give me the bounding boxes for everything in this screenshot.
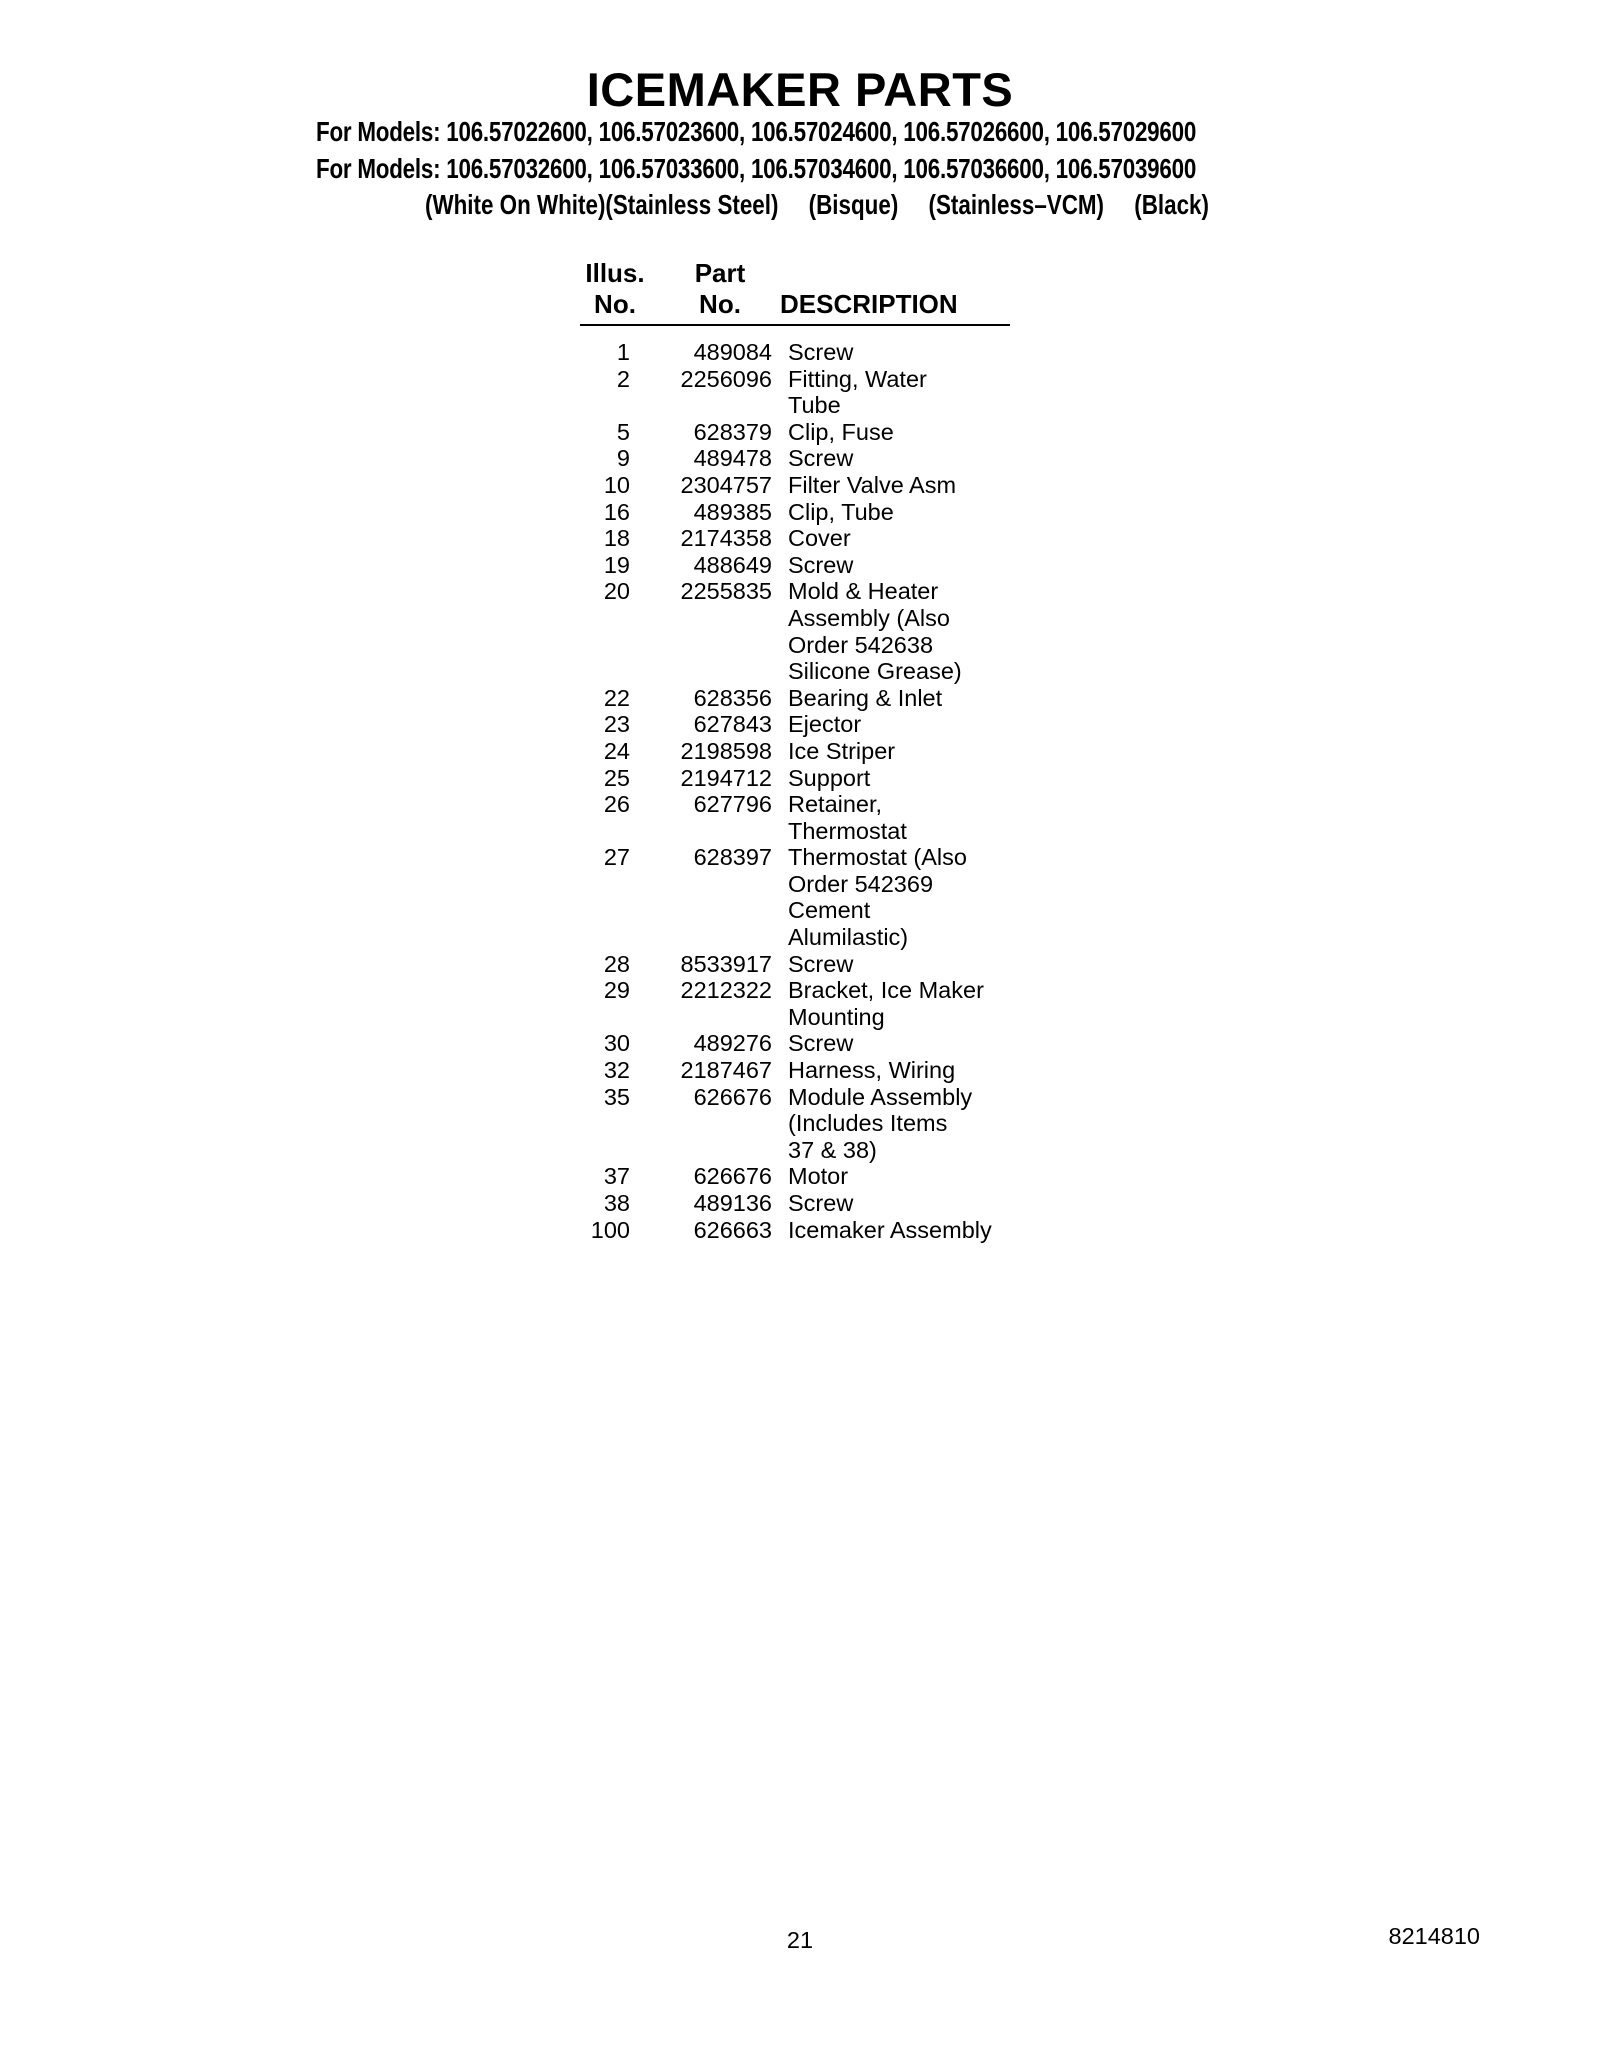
part-description [772,1190,1018,1217]
description-line: Module Assembly [788,1083,973,1110]
description-line: Screw [788,445,854,472]
table-row [580,844,1010,950]
part-number: 2304757 [680,471,772,498]
illus-number: 1 [616,339,630,365]
part-description [772,711,1018,738]
part-description [772,738,1018,765]
description-line: Cement [788,897,871,924]
models-line-1: For Models: 106.57022600, 106.57023600, 106.57024600, 106.57026600, 106.57029600 [316,116,1197,147]
illus-number: 38 [603,1190,630,1216]
table-row [580,445,1010,472]
description-line: Fitting, Water [788,365,927,392]
illus-number: 18 [603,525,630,552]
table-row [580,1163,1010,1190]
description-line: Screw [788,339,854,365]
table-row [580,1057,1010,1084]
description-line: Ejector [788,711,862,738]
description-line: Silicone Grease) [788,658,962,685]
part-number: 627796 [693,791,772,818]
illus-number: 35 [603,1083,630,1110]
part-description [772,339,1018,366]
part-description [772,366,1018,419]
table-row [580,711,1010,738]
illus-number: 19 [603,551,630,578]
description-line: Icemaker Assembly [788,1216,992,1243]
description-line: Bracket, Ice Maker [788,977,984,1004]
part-number: 626676 [693,1083,772,1110]
description-line: Filter Valve Asm [788,471,957,498]
description-line: Mounting [788,1003,885,1030]
variant-white-stainless: (White On White)(Stainless Steel) [425,189,779,220]
part-description [772,472,1018,499]
illus-number: 37 [603,1163,630,1190]
description-line: Tube [788,392,841,419]
variant-bisque: (Bisque) [808,189,899,220]
part-description [772,445,1018,472]
description-line: Order 542638 [788,631,934,658]
part-number: 8533917 [680,950,772,977]
part-description [772,1057,1018,1084]
illus-number: 16 [603,498,630,525]
part-description [772,951,1018,978]
description-line: Bearing & Inlet [788,684,943,711]
illus-number: 25 [603,764,630,791]
table-row [580,419,1010,446]
description-line: Clip, Tube [788,498,894,525]
description-line: Support [788,764,871,791]
parts-table [580,258,1010,1243]
description-line: Assembly (Also [788,604,950,631]
part-description [772,499,1018,526]
table-rows [580,339,1010,1243]
description-line: Harness, Wiring [788,1057,956,1084]
description-line: Alumilastic) [788,924,909,951]
part-number: 626663 [693,1216,772,1243]
table-row [580,1030,1010,1057]
part-description [772,685,1018,712]
models-line-2: For Models: 106.57032600, 106.57033600, 106.57034600, 106.57036600, 106.57039600 [316,153,1197,184]
table-row [580,525,1010,552]
table-row [580,578,1010,684]
part-description [772,419,1018,446]
part-number: 2187467 [680,1057,772,1084]
part-no-header: Part No. [694,258,746,319]
description-line: (Includes Items [788,1110,948,1137]
description-line: Mold & Heater [788,578,939,605]
part-number: 488649 [693,551,772,578]
model-variants [425,187,1209,223]
part-number: 2212322 [680,977,772,1004]
illus-number: 28 [603,950,630,977]
page-number: 21 [786,1927,814,1953]
illus-number: 24 [603,737,630,764]
part-description [772,578,1018,684]
part-number: 489084 [693,339,772,365]
part-number: 628356 [693,684,772,711]
part-number: 489136 [693,1190,772,1216]
table-row [580,499,1010,526]
description-line: Motor [788,1163,849,1190]
part-number: 2198598 [680,737,772,764]
description-line: Clip, Fuse [788,418,894,445]
part-number: 628397 [693,844,772,871]
illus-number: 2 [616,365,630,392]
page-title: ICEMAKER PARTS [586,63,1014,116]
illus-no-header: Illus. No. [585,258,645,319]
part-number: 489478 [693,445,772,472]
table-row [580,765,1010,792]
description-line: Cover [788,525,851,552]
table-row [580,472,1010,499]
description-line: Screw [788,1190,854,1216]
illus-number: 27 [603,844,630,871]
part-description [772,1084,1018,1164]
variant-black: (Black) [1134,189,1209,220]
illus-number: 9 [616,445,630,472]
part-number: 489276 [693,1030,772,1057]
description-line: Thermostat [788,817,907,844]
description-line: Order 542369 [788,870,934,897]
illus-number: 5 [616,418,630,445]
part-number: 627843 [693,711,772,738]
part-number: 2256096 [680,365,772,392]
part-description [772,1163,1018,1190]
description-line: Ice Striper [788,737,896,764]
part-number: 628379 [693,418,772,445]
part-description [772,1217,1018,1244]
variant-stainless-vcm: (Stainless–VCM) [928,189,1105,220]
illus-number: 20 [603,578,630,605]
part-description [772,525,1018,552]
table-row [580,1217,1010,1244]
table-row [580,366,1010,419]
illus-number: 26 [603,791,630,818]
description-header: DESCRIPTION [780,289,958,319]
part-number: 2255835 [680,578,772,605]
part-number: 626676 [693,1163,772,1190]
illus-number: 29 [603,977,630,1004]
table-row [580,685,1010,712]
illus-number: 10 [603,471,630,498]
description-line: 37 & 38) [788,1136,877,1163]
part-description [772,765,1018,792]
description-line: Thermostat (Also [788,844,967,871]
illus-number: 22 [603,684,630,711]
part-description [772,977,1018,1030]
table-row [580,552,1010,579]
illus-number: 100 [590,1216,630,1243]
document-number: 8214810 [1388,1923,1480,1949]
illus-number: 23 [603,711,630,738]
table-row [580,339,1010,366]
part-description [772,791,1018,844]
table-row [580,977,1010,1030]
description-line: Screw [788,1030,854,1057]
part-description [772,1030,1018,1057]
table-header [580,258,1010,326]
table-row [580,1190,1010,1217]
description-line: Retainer, [788,791,883,818]
part-number: 2194712 [680,764,772,791]
part-description [772,844,1018,950]
description-line: Screw [788,950,854,977]
illus-number: 32 [603,1057,630,1084]
illus-number: 30 [603,1030,630,1057]
part-number: 489385 [693,498,772,525]
table-row [580,738,1010,765]
table-row [580,791,1010,844]
table-row [580,951,1010,978]
description-line: Screw [788,551,854,578]
part-description [772,552,1018,579]
part-number: 2174358 [680,525,772,552]
table-row [580,1084,1010,1164]
